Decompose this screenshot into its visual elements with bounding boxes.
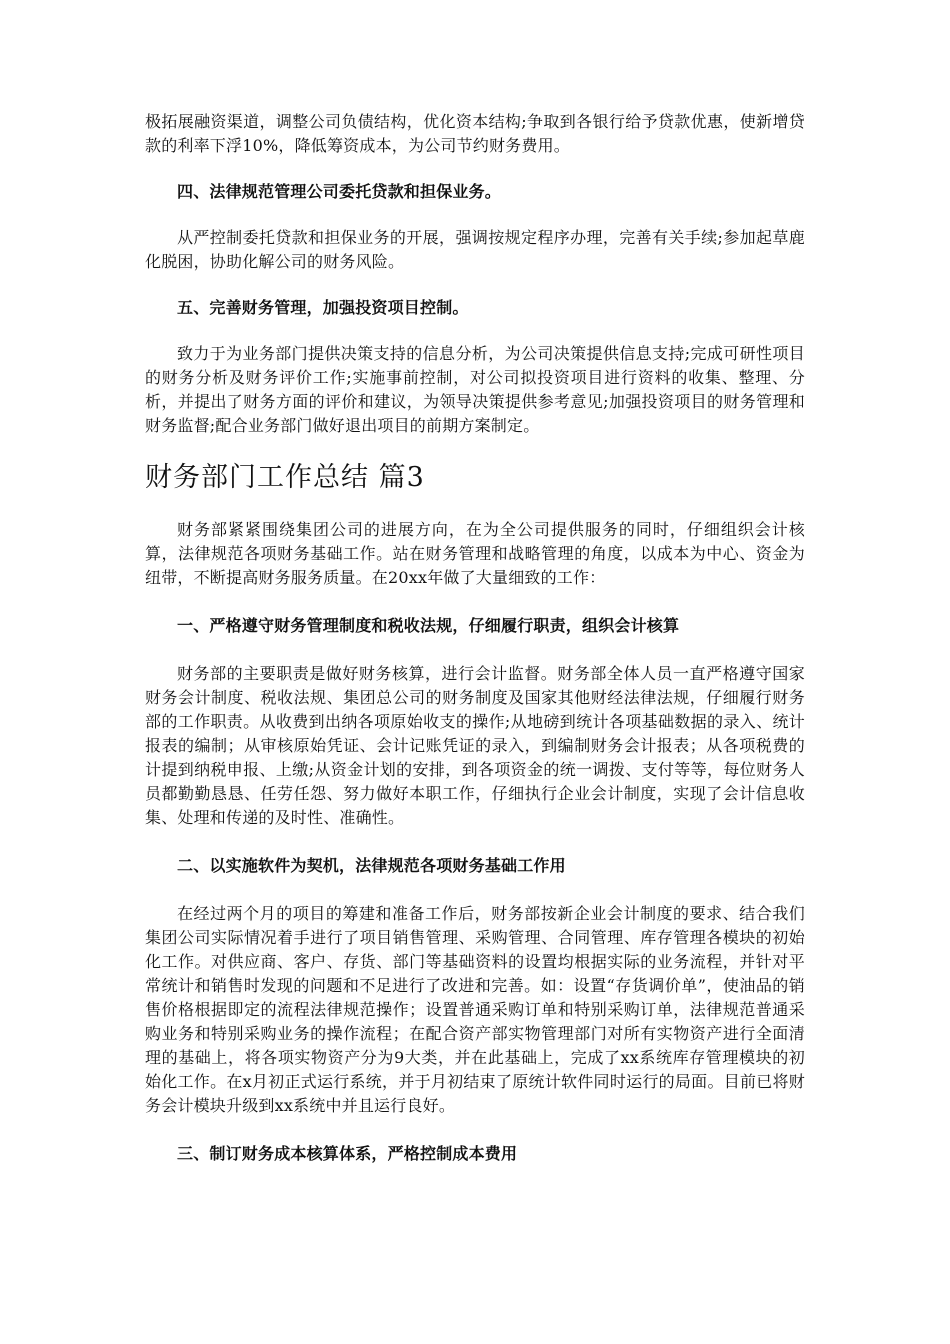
heading-software: 二、以实施软件为契机，法律规范各项财务基础工作用 [177,856,566,875]
paragraph-accounting: 财务部的主要职责是做好财务核算，进行会计监督。财务部全体人员一直严格遵守国家财务会计制度、税收法规、集团总公司的财务制度及国家其他财经法律法规，仔细履行财务部的工作职责。从收费到出纳各项原始收支的操作;从地磅到统计各项基础数据的录入、统计报表的编制；从审核原始凭证、会计记账凭证的录入，到编制财务会计报表；从各项税费的计提到纳税申报、上缴;从资金计划的安排，到各项资金的统一调拨、支付等等，每位财务人员都勤勤恳恳、任劳任怨、努力做好本职工作，仔细执行企业会计制度，实现了会计信息收集、处理和传递的及时性、准确性。 [145,664,805,827]
document-page [145,110,805,1166]
paragraph-entrusted-loans: 从严控制委托贷款和担保业务的开展，强调按规定程序办理，完善有关手续;参加起草鹿化脱困，协助化解公司的财务风险。 [145,228,805,271]
heading-cost-control: 三、制订财务成本核算体系，严格控制成本费用 [177,1144,518,1163]
heading-investment-control: 五、完善财务管理，加强投资项目控制。 [177,298,469,317]
paragraph-software: 在经过两个月的项目的筹建和准备工作后，财务部按新企业会计制度的要求、结合我们集团公司实际情况着手进行了项目销售管理、采购管理、合同管理、库存管理各模块的初始化工作。对供应商、客户、存货、部门等基础资料的设置均根据实际的业务流程，并针对平常统计和销售时发现的问题和不足进行了改进和完善。如：设置“存货调价单”，使油品的销售价格根据即定的流程法律规范操作；设置普通采购订单和特别采购订单，法律规范普通采购业务和特别采购业务的操作流程；在配合资产部实物管理部门对所有实物资产进行全面清理的基础上，将各项实物资产分为9大类，并在此基础上，完成了xx系统库存管理模块的初始化工作。在x月初正式运行系统，并于月初结束了原统计软件同时运行的局面。目前已将财务会计模块升级到xx系统中并且运行良好。 [145,904,805,1115]
heading-accounting: 一、严格遵守财务管理制度和税收法规，仔细履行职责，组织会计核算 [177,616,680,635]
heading-entrusted-loans: 四、法律规范管理公司委托贷款和担保业务。 [177,182,502,201]
paragraph-investment-control: 致力于为业务部门提供决策支持的信息分析，为公司决策提供信息支持;完成可研性项目的财务分析及财务评价工作;实施事前控制，对公司拟投资项目进行资料的收集、整理、分析，并提出了财务方面的评价和建议，为领导决策提供参考意见;加强投资项目的财务管理和财务监督;配合业务部门做好退出项目的前期方案制定。 [145,344,805,435]
section-title: 财务部门工作总结 篇3 [145,462,425,493]
paragraph-intro: 财务部紧紧围绕集团公司的进展方向，在为全公司提供服务的同时，仔细组织会计核算，法律规范各项财务基础工作。站在财务管理和战略管理的角度，以成本为中心、资金为纽带，不断提高财务服务质量。在20xx年做了大量细致的工作： [145,520,805,587]
paragraph-financing: 极拓展融资渠道，调整公司负债结构，优化资本结构;争取到各银行给予贷款优惠，使新增贷款的利率下浮10%，降低筹资成本，为公司节约财务费用。 [145,112,805,155]
